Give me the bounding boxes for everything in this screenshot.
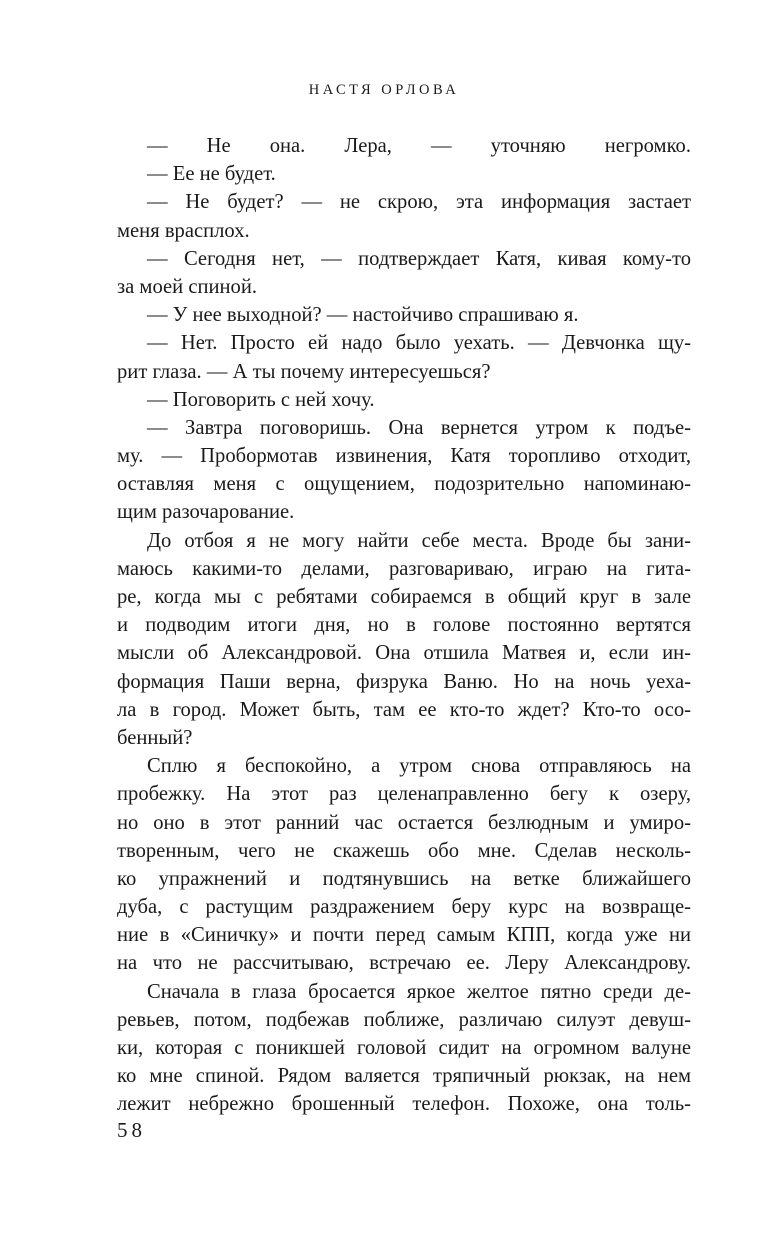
text-line: но оно в этот ранний час остается безлюдным и умиро- [117,811,691,834]
text-line: лежит небрежно брошенный телефон. Похоже, она толь- [117,1093,691,1116]
text-line: — У нее выходной? — настойчиво спрашиваю я. [147,304,579,327]
text-line: меня врасплох. [117,219,250,242]
text-line: щим разочарование. [117,501,295,524]
text-line: — Сегодня нет, — подтверждает Катя, кивая кому-то [147,247,691,270]
text-line: рит глаза. — А ты почему интересуешься? [117,360,491,383]
text-line: — Завтра поговоришь. Она вернется утром к подъе- [147,416,691,439]
text-line: ла в город. Может быть, там ее кто-то ждет? Кто-то осо- [117,698,691,721]
text-line: — Не будет? — не скрою, эта информация застает [147,191,691,214]
text-line: ние в «Синичку» и почти перед самым КПП, когда уже ни [117,924,691,947]
text-line: маюсь какими-то делами, разговариваю, играю на гита- [117,557,691,580]
running-header-author: НАСТЯ ОРЛОВА [308,82,460,98]
text-line: формация Паши верна, физрука Ваню. Но на ночь уеха- [117,670,691,693]
text-line: ревьев, потом, подбежав поближе, различаю силуэт девуш- [117,1008,691,1031]
text-line: на что не рассчитываю, встречаю ее. Леру Александрову. [117,952,691,975]
text-line: му. — Пробормотав извинения, Катя торопливо отходит, [117,445,691,468]
text-line: — Нет. Просто ей надо было уехать. — Девчонка щу- [147,332,691,355]
text-line: дуба, с растущим раздражением беру курс на возвраще- [117,896,691,919]
text-line: До отбоя я не могу найти себе места. Вроде бы зани- [147,529,691,552]
text-line: Сплю я беспокойно, а утром снова отправляюсь на [147,755,691,778]
text-line: и подводим итоги дня, но в голове постоянно вертятся [117,614,691,637]
text-line: ки, которая с поникшей головой сидит на огромном валуне [117,1037,691,1059]
text-line: — Поговорить с ней хочу. [147,388,375,411]
text-line: бенный? [117,726,193,749]
text-line: ко упражнений и подтянувшись на ветке ближайшего [117,867,691,890]
text-line: — Не она. Лера, — уточняю негромко. [147,135,691,157]
body-text [117,132,691,1119]
text-line: Сначала в глаза бросается яркое желтое пятно среди де- [147,980,691,1003]
text-line: за моей спиной. [117,275,257,298]
text-line: — Ее не будет. [147,163,276,186]
text-line: мысли об Александровой. Она отшила Матвея и, если ин- [117,642,691,665]
text-line: ко мне спиной. Рядом валяется тряпичный рюкзак, на нем [117,1065,691,1088]
text-line: оставляя меня с ощущением, подозрительно напоминаю- [117,473,691,496]
text-line: пробежку. На этот раз целенаправленно бегу к озеру, [117,783,691,806]
text-line: творенным, чего не скажешь обо мне. Сделав несколь- [117,839,691,862]
text-line: ре, когда мы с ребятами собираемся в общий круг в зале [117,586,691,608]
page-number: 58 [117,1118,146,1142]
